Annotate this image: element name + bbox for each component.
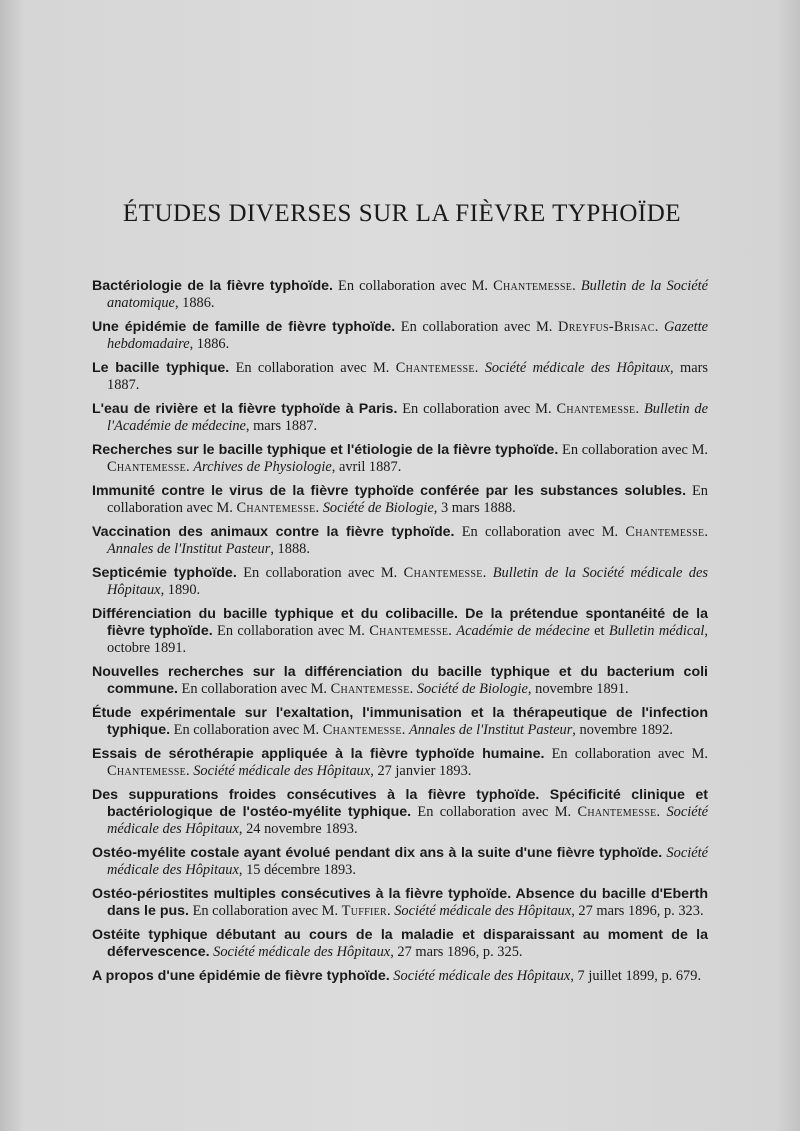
bibliography-entry: Une épidémie de famille de fièvre typhoïde. En collaboration avec M. Dreyfus-Brisac. Gazette hebdomadaire, 1886. bbox=[92, 319, 708, 352]
bibliography-entry: Ostéo-périostites multiples consécutives à la fièvre typhoïde. Absence du bacille d'Eberth dans le pus. En collaboration avec M. Tuffier. Société médicale des Hôpitaux, 27 mars 1896, p. 323. bbox=[92, 886, 708, 919]
bibliography-entry: Le bacille typhique. En collaboration avec M. Chantemesse. Société médicale des Hôpitaux, mars 1887. bbox=[92, 360, 708, 393]
entry-collab: En collaboration avec M. bbox=[170, 722, 323, 738]
bibliography-entry bbox=[92, 927, 708, 961]
entry-title: Recherches sur le bacille typhique et l'étiologie de la fièvre typhoïde. bbox=[92, 442, 559, 458]
entry-collab: En collaboration avec M. bbox=[189, 903, 342, 919]
entry-title: Ostéo-périostites multiples consécutives à la fièvre typhoïde. Absence du bacille d'Eberth dans le pus. bbox=[92, 886, 708, 919]
entry-collab: En collaboration avec M. bbox=[454, 524, 626, 540]
entry-title: Différenciation du bacille typhique et du colibacille. De la prétendue spontanéité de la fièvre typhoïde. bbox=[92, 606, 708, 639]
entry-publication: Archives de Physiologie bbox=[193, 459, 332, 475]
entry-title: Étude expérimentale sur l'exaltation, l'immunisation et la thérapeutique de l'infection typhique. bbox=[92, 705, 708, 738]
entry-collab: En collaboration avec M. bbox=[411, 804, 578, 820]
entry-collab: En collaboration avec M. bbox=[397, 401, 557, 417]
entry-date: , 15 décembre 1893. bbox=[238, 862, 356, 878]
entry-date: et bbox=[589, 623, 609, 639]
entry-title: Vaccination des animaux contre la fièvre typhoïde. bbox=[92, 524, 455, 540]
entry-title: Des suppurations froides consécutives à la fièvre typhoïde. Spécificité clinique et bactériologique de l'ostéo-myélite typhique. bbox=[92, 787, 708, 820]
bibliography-entry bbox=[92, 845, 708, 879]
entry-date: , 27 janvier 1893. bbox=[370, 763, 472, 779]
bibliography-entry: Vaccination des animaux contre la fièvre typhoïde. En collaboration avec M. Chantemesse. Annales de l'Institut Pasteur, 1888. bbox=[92, 524, 708, 557]
entry-collab: En collaboration avec M. bbox=[544, 746, 708, 762]
entry-title: Le bacille typhique. bbox=[92, 360, 230, 376]
entry-author: Chantemesse bbox=[369, 623, 449, 639]
entry-publication: Société médicale des Hôpitaux bbox=[107, 804, 708, 837]
page-title: ÉTUDES DIVERSES SUR LA FIÈVRE TYPHOÏDE bbox=[122, 200, 682, 227]
bibliography-entry: Différenciation du bacille typhique et du colibacille. De la prétendue spontanéité de la fièvre typhoïde. En collaboration avec M. Chantemesse. Académie de médecine et Bulletin médical, octobre 1891. bbox=[92, 606, 709, 656]
entry-author: Chantemesse bbox=[236, 500, 316, 516]
entry-date: , novembre 1891. bbox=[527, 681, 629, 697]
bibliography-list bbox=[92, 278, 708, 992]
entry-title: Nouvelles recherches sur la différenciation du bacille typhique et du bacterium coli commune. bbox=[92, 664, 708, 697]
entry-title: Essais de sérothérapie appliquée à la fièvre typhoïde humaine. bbox=[92, 746, 545, 762]
entry-publication: Société médicale des Hôpitaux bbox=[394, 903, 572, 919]
entry-collab: En collaboration avec M. bbox=[236, 565, 404, 581]
entry-author: Chantemesse bbox=[577, 804, 657, 820]
entry-author: Chantemesse bbox=[493, 278, 573, 294]
bibliography-entry: Bactériologie de la fièvre typhoïde. En collaboration avec M. Chantemesse. Bulletin de la Société anatomique, 1886. bbox=[92, 278, 709, 311]
entry-publication: Société médicale des Hôpitaux bbox=[193, 763, 371, 779]
entry-date: , mars 1887. bbox=[107, 360, 708, 393]
entry-author: Chantemesse bbox=[403, 565, 483, 581]
entry-publication: Bulletin de la Société anatomique bbox=[107, 278, 709, 311]
entry-publication: Société médicale des Hôpitaux bbox=[393, 968, 571, 984]
entry-title: Une épidémie de famille de fièvre typhoïde. bbox=[92, 319, 396, 335]
entry-title: L'eau de rivière et la fièvre typhoïde à Paris. bbox=[92, 401, 398, 417]
entry-date: , 3 mars 1888. bbox=[433, 500, 516, 516]
entry-collab: En collaboration avec M. bbox=[212, 623, 370, 639]
entry-date: , 24 novembre 1893. bbox=[238, 821, 358, 837]
entry-collab: En collaboration avec M. bbox=[395, 319, 558, 335]
entry-author: Tuffier bbox=[341, 903, 387, 919]
entry-title: Ostéo-myélite costale ayant évolué pendant dix ans à la suite d'une fièvre typhoïde. bbox=[92, 845, 663, 861]
entry-publication-2: Bulletin médical bbox=[608, 623, 705, 639]
bibliography-entry: Septicémie typhoïde. En collaboration avec M. Chantemesse. Bulletin de la Société médicale des Hôpitaux, 1890. bbox=[92, 565, 708, 598]
entry-title: A propos d'une épidémie de fièvre typhoïde. bbox=[92, 968, 390, 984]
entry-date: , 1886. bbox=[174, 295, 215, 311]
bibliography-entry: Étude expérimentale sur l'exaltation, l'immunisation et la thérapeutique de l'infection typhique. En collaboration avec M. Chantemesse. Annales de l'Institut Pasteur, novembre 1892. bbox=[92, 705, 708, 738]
entry-title: Immunité contre le virus de la fièvre typhoïde conférée par les substances solubles. bbox=[92, 483, 687, 499]
entry-collab: En collaboration avec M. bbox=[332, 278, 494, 294]
bibliography-entry: L'eau de rivière et la fièvre typhoïde à Paris. En collaboration avec M. Chantemesse. Bulletin de l'Académie de médecine, mars 1887. bbox=[92, 401, 708, 434]
entry-date: , avril 1887. bbox=[331, 459, 402, 475]
entry-author: Chantemesse bbox=[395, 360, 475, 376]
entry-date: , mars 1887. bbox=[245, 418, 318, 434]
entry-date: , 1886. bbox=[189, 336, 230, 352]
bibliography-entry: Nouvelles recherches sur la différenciation du bacille typhique et du bacterium coli commune. En collaboration avec M. Chantemesse. Société de Biologie, novembre 1891. bbox=[92, 664, 708, 697]
entry-title: Bactériologie de la fièvre typhoïde. bbox=[92, 278, 333, 294]
entry-author: Chantemesse bbox=[556, 401, 636, 417]
entry-collab: En collaboration avec M. bbox=[177, 681, 331, 697]
bibliography-entry: Essais de sérothérapie appliquée à la fièvre typhoïde humaine. En collaboration avec M. Chantemesse. Société médicale des Hôpitaux, 27 janvier 1893. bbox=[92, 746, 708, 779]
entry-collab: En collaboration avec M. bbox=[558, 442, 708, 458]
entry-publication: Académie de médecine bbox=[456, 623, 590, 639]
entry-author: Chantemesse bbox=[107, 763, 187, 779]
entry-publication: Société de Biologie bbox=[416, 681, 528, 697]
entry-date: , 1890. bbox=[160, 582, 201, 598]
entry-publication: Société médicale des Hôpitaux bbox=[484, 360, 671, 376]
entry-publication: Société de Biologie bbox=[322, 500, 434, 516]
entry-author: Chantemesse bbox=[625, 524, 705, 540]
entry-author: Chantemesse bbox=[322, 722, 402, 738]
entry-publication: Société médicale des Hôpitaux bbox=[213, 944, 391, 960]
entry-publication: Bulletin de la Société médicale des Hôpitaux bbox=[107, 565, 708, 598]
entry-publication: Société médicale des Hôpitaux bbox=[107, 845, 708, 878]
entry-collab: En collaboration avec M. bbox=[107, 483, 708, 516]
entry-date-2: , octobre 1891. bbox=[107, 623, 709, 656]
entry-publication: Annales de l'Institut Pasteur bbox=[107, 541, 271, 557]
entry-date: , 7 juillet 1899, p. 679. bbox=[570, 968, 702, 984]
bibliography-entry: Immunité contre le virus de la fièvre typhoïde conférée par les substances solubles. En collaboration avec M. Chantemesse. Société de Biologie, 3 mars 1888. bbox=[92, 483, 708, 516]
entry-date: , 1888. bbox=[270, 541, 310, 557]
entry-date: , 27 mars 1896, p. 325. bbox=[390, 944, 523, 960]
bibliography-entry bbox=[92, 968, 708, 985]
entry-author: Dreyfus-Brisac bbox=[558, 319, 655, 335]
entry-date: , 27 mars 1896, p. 323. bbox=[571, 903, 704, 919]
entry-collab: En collaboration avec M. bbox=[229, 360, 396, 376]
entry-publication: Gazette hebdomadaire bbox=[107, 319, 708, 352]
entry-title: Ostéite typhique débutant au cours de la maladie et disparaissant au moment de la défervescence. bbox=[92, 927, 708, 960]
entry-publication: Bulletin de l'Académie de médecine bbox=[107, 401, 708, 434]
entry-title: Septicémie typhoïde. bbox=[92, 565, 237, 581]
bibliography-entry: Recherches sur le bacille typhique et l'étiologie de la fièvre typhoïde. En collaboration avec M. Chantemesse. Archives de Physiologie, avril 1887. bbox=[92, 442, 708, 475]
entry-publication: Annales de l'Institut Pasteur bbox=[408, 722, 573, 738]
entry-date: , novembre 1892. bbox=[572, 722, 674, 738]
entry-author: Chantemesse bbox=[107, 459, 187, 475]
bibliography-entry: Des suppurations froides consécutives à la fièvre typhoïde. Spécificité clinique et bactériologique de l'ostéo-myélite typhique. En collaboration avec M. Chantemesse. Société médicale des Hôpitaux, 24 novembre 1893. bbox=[92, 787, 708, 837]
entry-author: Chantemesse bbox=[330, 681, 410, 697]
